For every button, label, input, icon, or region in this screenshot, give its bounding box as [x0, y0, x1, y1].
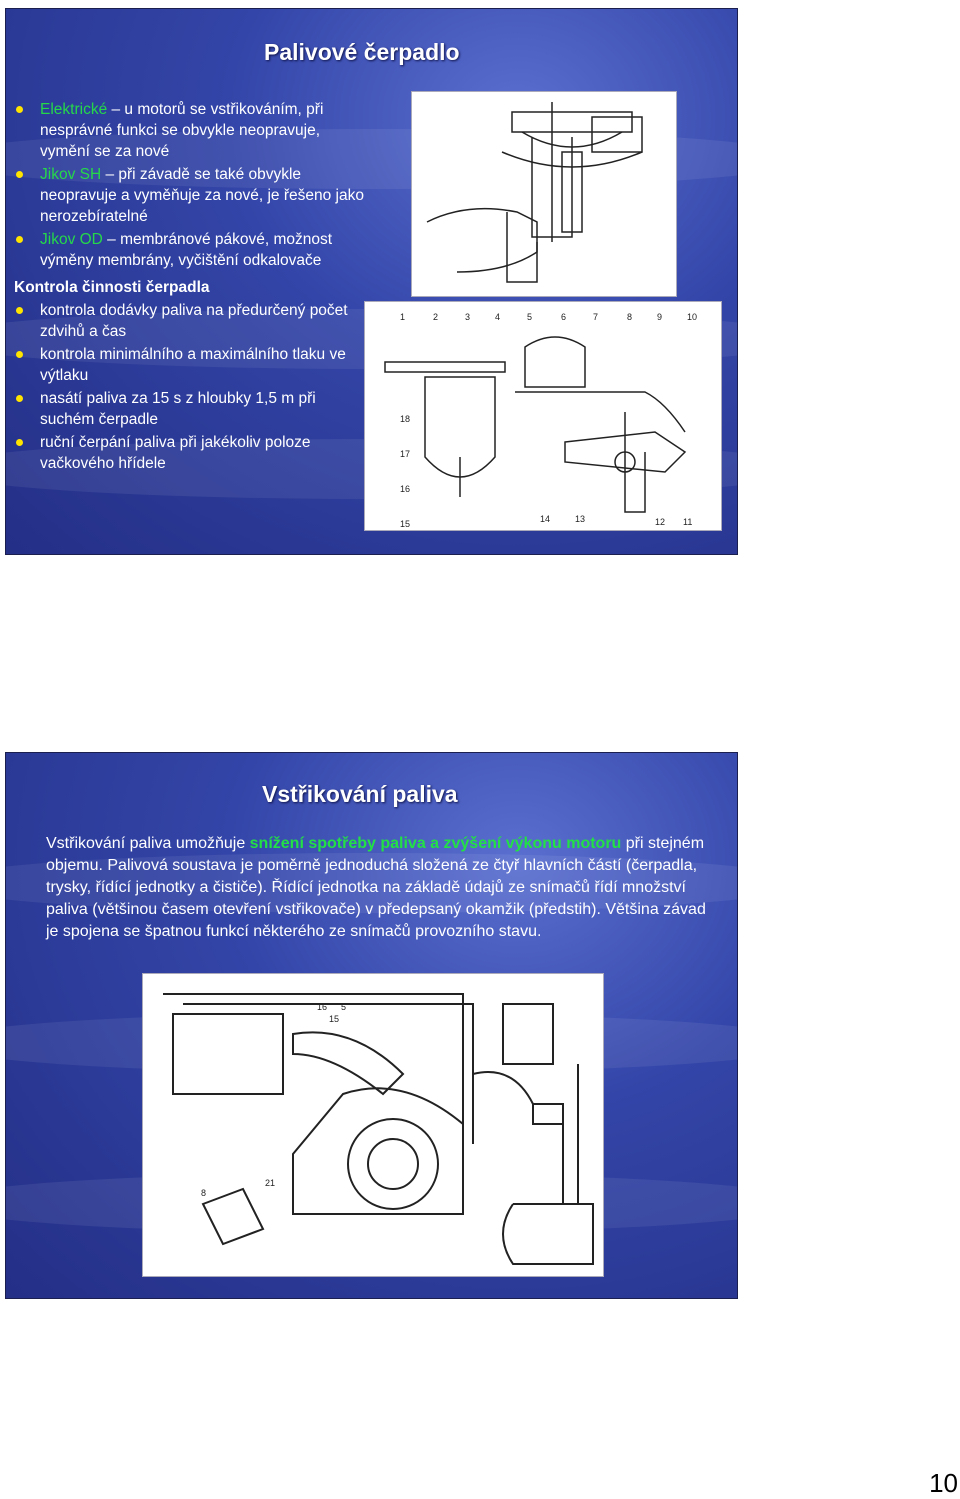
- diagram-label: 12: [655, 517, 666, 527]
- bullet-text: – membránové pákové, možnost výměny membrány, vyčištění odkalovače: [40, 231, 333, 269]
- diagram-label: 3: [465, 312, 471, 322]
- list-item: [14, 432, 364, 474]
- diagram-label: 1: [400, 312, 406, 322]
- page-number: 10: [929, 1468, 958, 1498]
- diagram-label: 8: [627, 312, 633, 322]
- list-item: [14, 300, 364, 342]
- list-item: [14, 164, 364, 227]
- slide-fuel-injection: [5, 752, 738, 1299]
- diagram-label: 4: [495, 312, 501, 322]
- bullet-icon: [16, 106, 23, 113]
- diagram-label: 5: [527, 312, 533, 322]
- diagram-label: 21: [265, 1178, 276, 1188]
- list-item: [14, 344, 364, 386]
- diagram-label: 8: [201, 1188, 207, 1198]
- slide-paragraph: [46, 833, 706, 943]
- injection-schematic: [143, 974, 603, 1276]
- section-heading: Kontrola činnosti čerpadla: [14, 279, 210, 296]
- diagram-label: 17: [400, 449, 411, 459]
- pump-drawing-bottom: [364, 301, 722, 531]
- bullet-term: Jikov SH: [40, 166, 102, 183]
- paragraph-highlight: snížení spotřeby paliva a zvýšení výkonu motoru: [249, 835, 622, 852]
- diagram-label: 11: [683, 517, 693, 527]
- pump-drawing-top: [411, 91, 677, 297]
- bullet-icon: [16, 236, 23, 243]
- list-item: [14, 388, 364, 430]
- pump-sectioned-view: [365, 302, 721, 530]
- diagram-label: 10: [687, 312, 698, 322]
- diagram-label: 13: [575, 514, 586, 524]
- bullet-text: – při závadě se také obvykle neopravuje a vyměňuje za nové, je řešeno jako nerozebíratelné: [40, 166, 364, 225]
- slide-title: Vstřikování paliva: [262, 781, 458, 807]
- bullet-term: Elektrické: [40, 101, 108, 118]
- pump-cross-section: [412, 92, 676, 296]
- diagram-label: 14: [540, 514, 551, 524]
- bullet-list: [14, 99, 364, 476]
- bullet-text: kontrola minimálního a maximálního tlaku ve výtlaku: [40, 346, 346, 384]
- bullet-icon: [16, 171, 23, 178]
- diagram-label: 15: [400, 519, 411, 529]
- bullet-text: nasátí paliva za 15 s z hloubky 1,5 m při suchém čerpadle: [40, 390, 316, 428]
- slide-title: Palivové čerpadlo: [264, 39, 460, 65]
- diagram-label: 15: [329, 1014, 340, 1024]
- paragraph-text: při stejném objemu. Palivová soustava je poměrně jednoduchá složená ze čtyř hlavních částí (čerpadla, trysky, řídící jednotky a čističe). Řídící jednotka na základě údajů ze snímačů řídí množství paliva (většinou časem otevření vstřikovače) v předepsaný okamžik (předstih). Většina závad je spojena se špatnou funkcí některého ze snímačů provozního stavu.: [46, 835, 706, 940]
- diagram-label: 9: [657, 312, 663, 322]
- bullet-icon: [16, 307, 23, 314]
- bullet-icon: [16, 395, 23, 402]
- bullet-text: – u motorů se vstřikováním, při nesprávné funkci se obvykle neopravuje, vymění se za nové: [40, 101, 324, 160]
- diagram-label: 6: [561, 312, 567, 322]
- bullet-text: ruční čerpání paliva při jakékoliv poloze vačkového hřídele: [40, 434, 311, 472]
- paragraph-text: Vstřikování paliva umožňuje: [46, 835, 250, 852]
- diagram-label: 18: [400, 414, 411, 424]
- bullet-icon: [16, 351, 23, 358]
- diagram-label: 7: [593, 312, 599, 322]
- diagram-label: 16: [400, 484, 411, 494]
- slide-fuel-pump: [5, 8, 738, 555]
- bullet-text: kontrola dodávky paliva na předurčený počet zdvihů a čas: [40, 302, 348, 340]
- diagram-label: 2: [433, 312, 439, 322]
- injection-system-diagram: [142, 973, 604, 1277]
- bullet-icon: [16, 439, 23, 446]
- diagram-label: 5: [341, 1002, 347, 1012]
- list-item: [14, 99, 364, 162]
- diagram-label: 16: [317, 1002, 328, 1012]
- list-item: [14, 229, 364, 271]
- bullet-term: Jikov OD: [40, 231, 103, 248]
